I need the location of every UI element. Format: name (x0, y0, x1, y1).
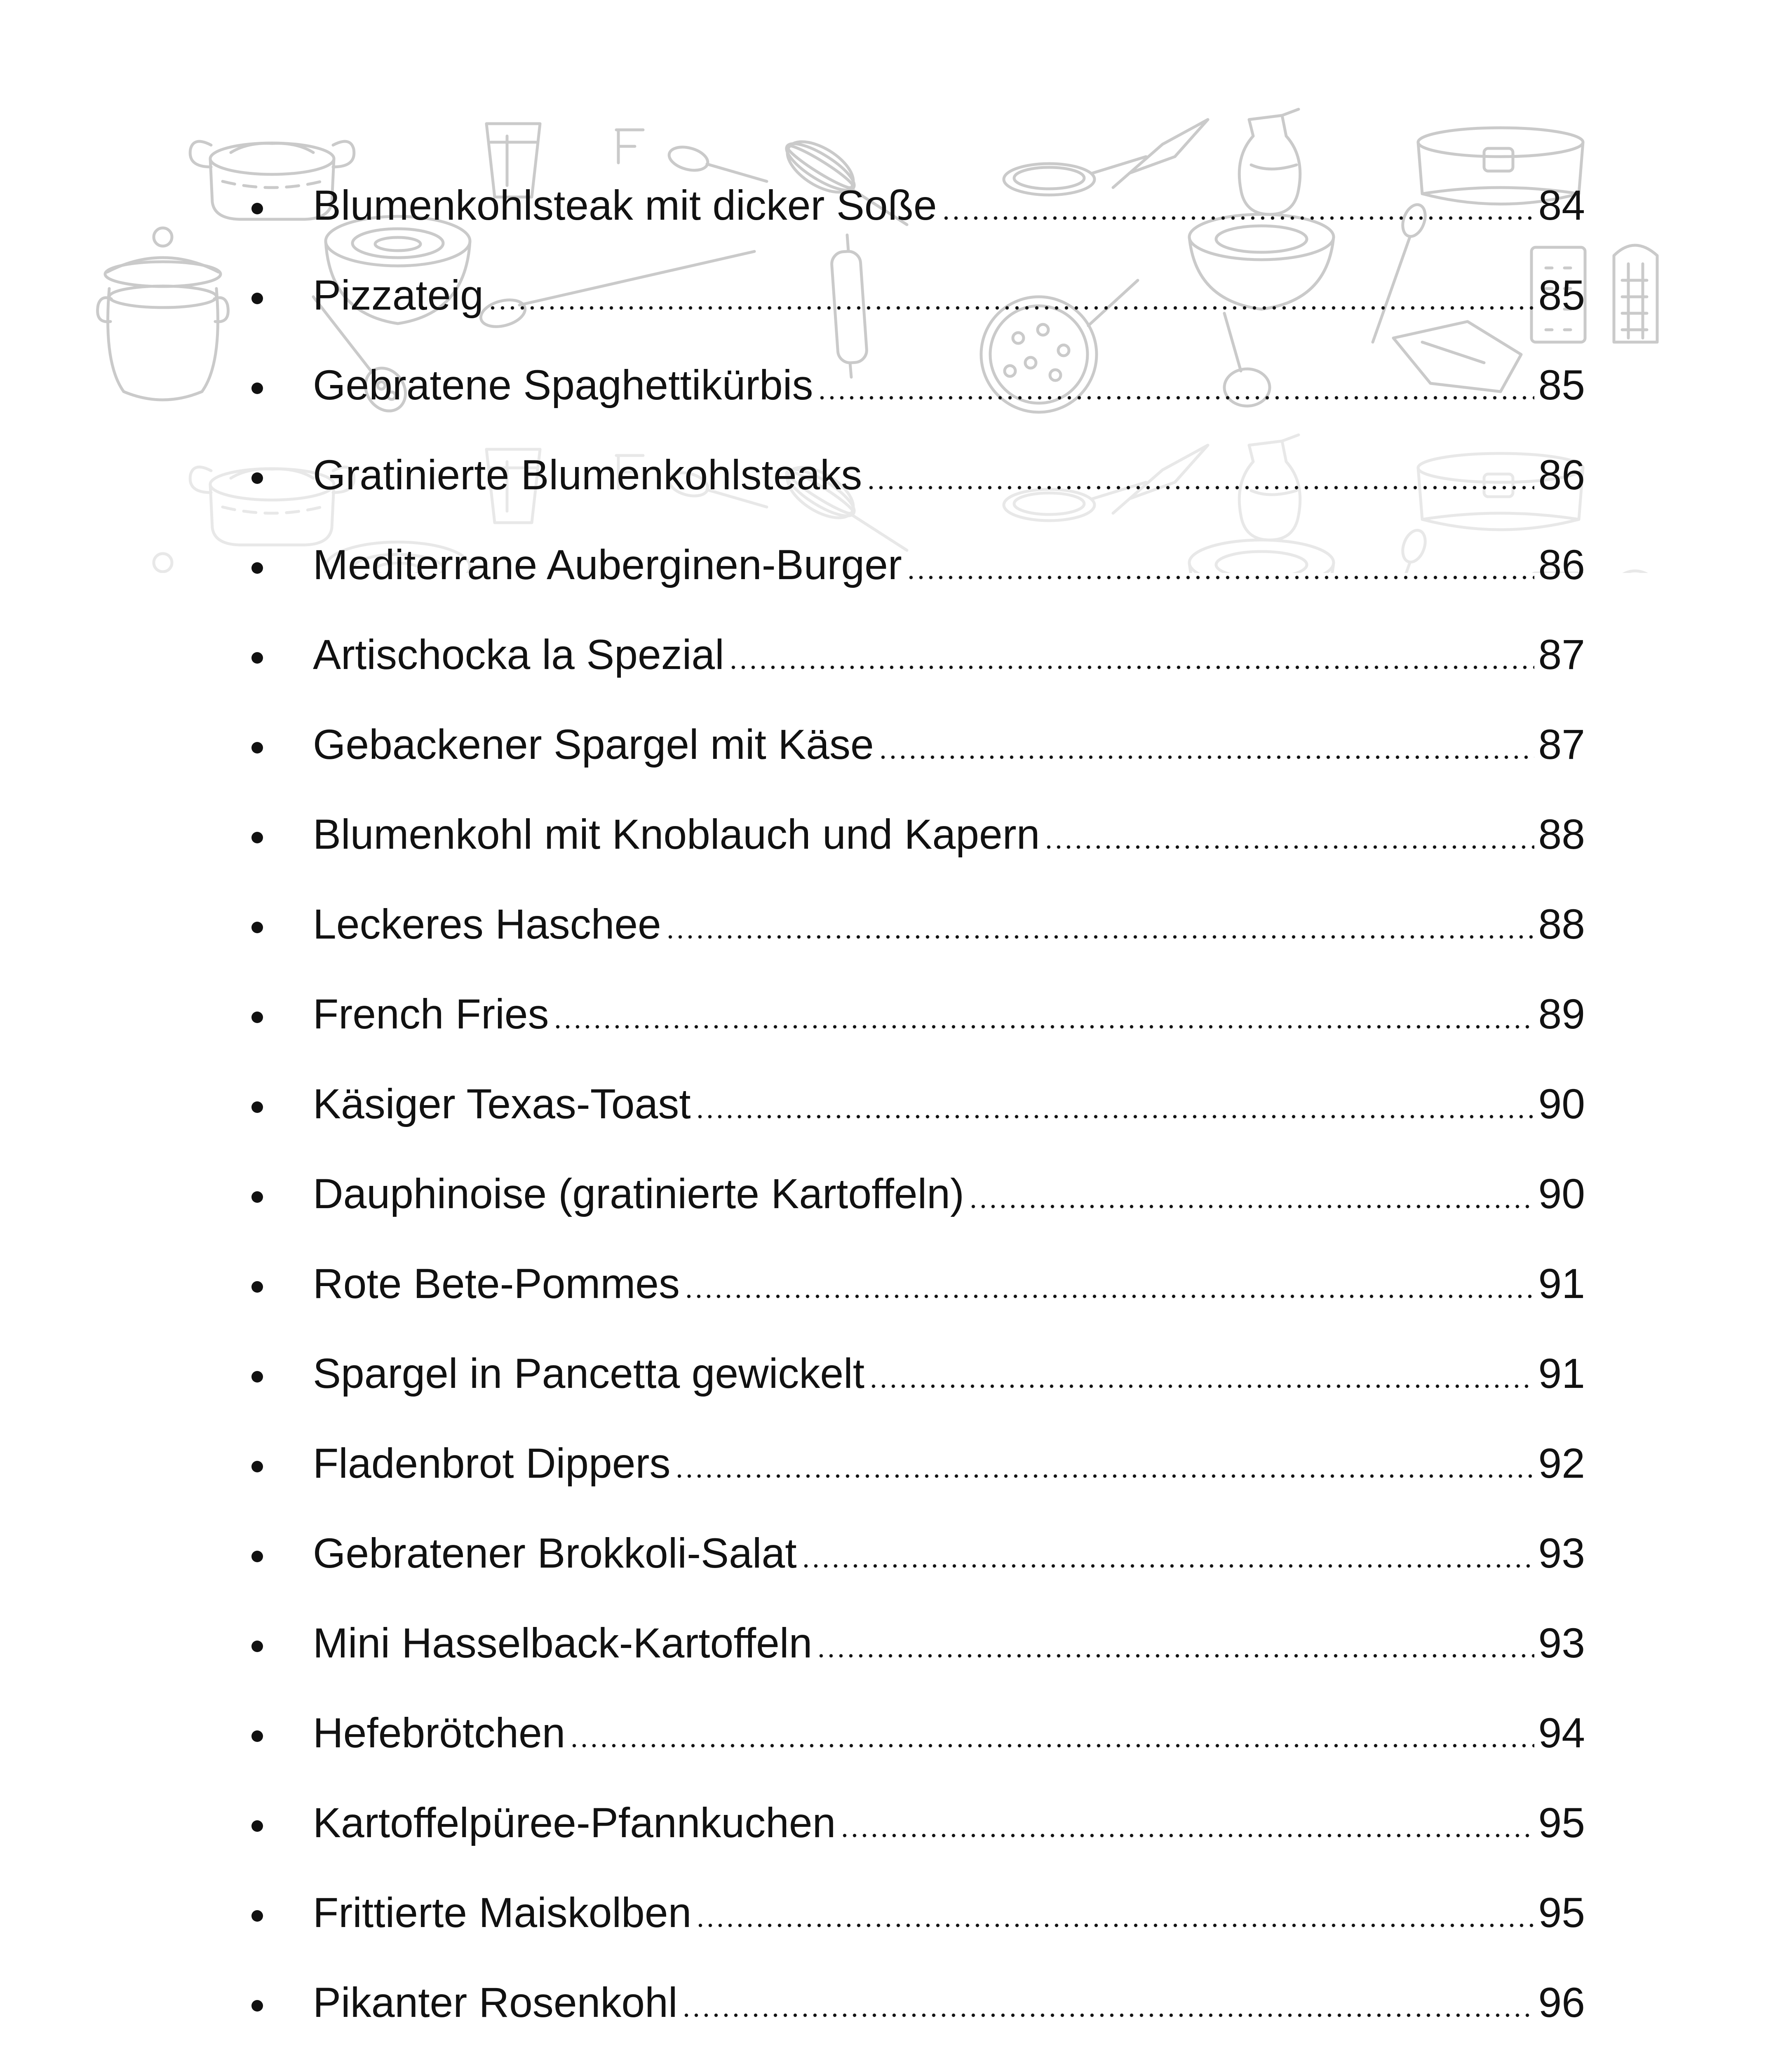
toc-entry-title: Spargel in Pancetta gewickelt (313, 1350, 865, 1397)
dot-leader (695, 1923, 1534, 1927)
toc-entry (243, 430, 1585, 520)
toc-entry (243, 700, 1585, 789)
toc-entry (243, 1239, 1585, 1329)
toc-entry (243, 1059, 1585, 1149)
toc-entry-title: Mini Hasselback-Kartoffeln (313, 1620, 813, 1667)
toc-entry-page: 84 (1538, 182, 1585, 229)
toc-entry-page: 89 (1538, 991, 1585, 1038)
table-of-contents (243, 160, 1585, 2061)
toc-entry (243, 1329, 1585, 1418)
toc-entry-title: Blumenkohlsteak mit dicker Soße (313, 182, 937, 229)
toc-entry-title: Leckeres Haschee (313, 901, 661, 948)
bullet-icon (251, 1191, 263, 1203)
toc-entry (243, 1418, 1585, 1508)
toc-entry (243, 340, 1585, 430)
bullet-icon (251, 1820, 263, 1832)
toc-entry-title: Gratinierte Blumenkohlsteaks (313, 451, 862, 498)
toc-entry-title: Pizzateig (313, 272, 484, 319)
dot-leader (728, 665, 1534, 669)
dot-leader (681, 2013, 1534, 2017)
toc-entry-page: 90 (1538, 1080, 1585, 1127)
bullet-icon (251, 1641, 263, 1652)
toc-entry-page: 93 (1538, 1530, 1585, 1577)
toc-entry-page: 93 (1538, 1620, 1585, 1667)
bullet-icon (251, 922, 263, 933)
bullet-icon (251, 832, 263, 843)
bullet-icon (251, 1371, 263, 1383)
toc-entry (243, 250, 1585, 340)
dot-leader (684, 1294, 1534, 1298)
toc-entry (243, 1149, 1585, 1239)
dot-leader (869, 1384, 1534, 1388)
toc-entry-page: 94 (1538, 1709, 1585, 1756)
toc-entry (243, 969, 1585, 1059)
toc-entry (243, 1868, 1585, 1958)
toc-entry-page: 90 (1538, 1170, 1585, 1217)
toc-entry (243, 520, 1585, 610)
toc-entry-page: 87 (1538, 721, 1585, 768)
bullet-icon (251, 293, 263, 304)
bullet-icon (251, 1910, 263, 1922)
dot-leader (1044, 845, 1534, 849)
toc-entry-page: 96 (1538, 1979, 1585, 2026)
toc-entry (243, 879, 1585, 969)
toc-entry-title: Dauphinoise (gratinierte Kartoffeln) (313, 1170, 965, 1217)
dot-leader (801, 1564, 1534, 1568)
toc-entry (243, 1778, 1585, 1868)
toc-entry-title: Gebratener Brokkoli-Salat (313, 1530, 797, 1577)
dot-leader (488, 306, 1534, 310)
bullet-icon (251, 203, 263, 214)
toc-entry-title: Mediterrane Auberginen-Burger (313, 541, 902, 588)
bullet-icon (251, 1012, 263, 1023)
dot-leader (817, 396, 1534, 400)
toc-entry-title: Kartoffelpüree-Pfannkuchen (313, 1799, 836, 1846)
toc-entry-title: Frittierte Maiskolben (313, 1889, 692, 1936)
toc-entry-title: French Fries (313, 991, 549, 1038)
bullet-icon (251, 1101, 263, 1113)
toc-entry-page: 88 (1538, 811, 1585, 858)
toc-entry (243, 1688, 1585, 1778)
dot-leader (866, 486, 1534, 490)
toc-entry-title: Pikanter Rosenkohl (313, 1979, 678, 2026)
dot-leader (569, 1744, 1534, 1748)
bullet-icon (251, 1461, 263, 1472)
toc-entry-page: 91 (1538, 1350, 1585, 1397)
toc-entry (243, 1508, 1585, 1598)
bullet-icon (251, 1281, 263, 1293)
bullet-icon (251, 2000, 263, 2012)
toc-entry-title: Hefebrötchen (313, 1709, 566, 1756)
toc-entry-page: 88 (1538, 901, 1585, 948)
bullet-icon (251, 562, 263, 574)
toc-entry (243, 160, 1585, 250)
toc-entry-page: 95 (1538, 1889, 1585, 1936)
toc-entry-title: Gebackener Spargel mit Käse (313, 721, 874, 768)
toc-entry-title (313, 2047, 806, 2061)
toc-entry-title: Gebratene Spaghettikürbis (313, 361, 813, 408)
bullet-icon (251, 742, 263, 754)
toc-entry-page: 86 (1538, 541, 1585, 588)
bullet-icon (251, 652, 263, 664)
dot-leader (695, 1115, 1534, 1119)
dot-leader (816, 1654, 1534, 1658)
dot-leader (840, 1833, 1534, 1838)
toc-entry-title: Fladenbrot Dippers (313, 1440, 671, 1487)
toc-entry (243, 1598, 1585, 1688)
toc-entry-page: 87 (1538, 631, 1585, 678)
toc-entry-page: 86 (1538, 451, 1585, 498)
toc-entry-title: Blumenkohl mit Knoblauch und Kapern (313, 811, 1040, 858)
toc-entry-title: Artischocka la Spezial (313, 631, 724, 678)
toc-entry (243, 1958, 1585, 2047)
dot-leader (878, 755, 1534, 759)
toc-entry (243, 2047, 1585, 2061)
dot-leader (674, 1474, 1534, 1478)
dot-leader (553, 1025, 1534, 1029)
dot-leader (906, 575, 1534, 580)
toc-entry-page: 95 (1538, 1799, 1585, 1846)
toc-entry-page: 92 (1538, 1440, 1585, 1487)
bullet-icon (251, 383, 263, 394)
dot-leader (968, 1204, 1534, 1209)
dot-leader (941, 216, 1534, 220)
toc-entry-title: Rote Bete-Pommes (313, 1260, 680, 1307)
bullet-icon (251, 1551, 263, 1562)
toc-entry-title: Käsiger Texas-Toast (313, 1080, 691, 1127)
toc-entry (243, 789, 1585, 879)
dot-leader (665, 935, 1534, 939)
toc-entry-page (1538, 2047, 1585, 2061)
toc-entry (243, 610, 1585, 700)
bullet-icon (251, 472, 263, 484)
toc-entry-page: 85 (1538, 272, 1585, 319)
toc-entry-page: 91 (1538, 1260, 1585, 1307)
bullet-icon (251, 1730, 263, 1742)
toc-entry-page: 85 (1538, 361, 1585, 408)
